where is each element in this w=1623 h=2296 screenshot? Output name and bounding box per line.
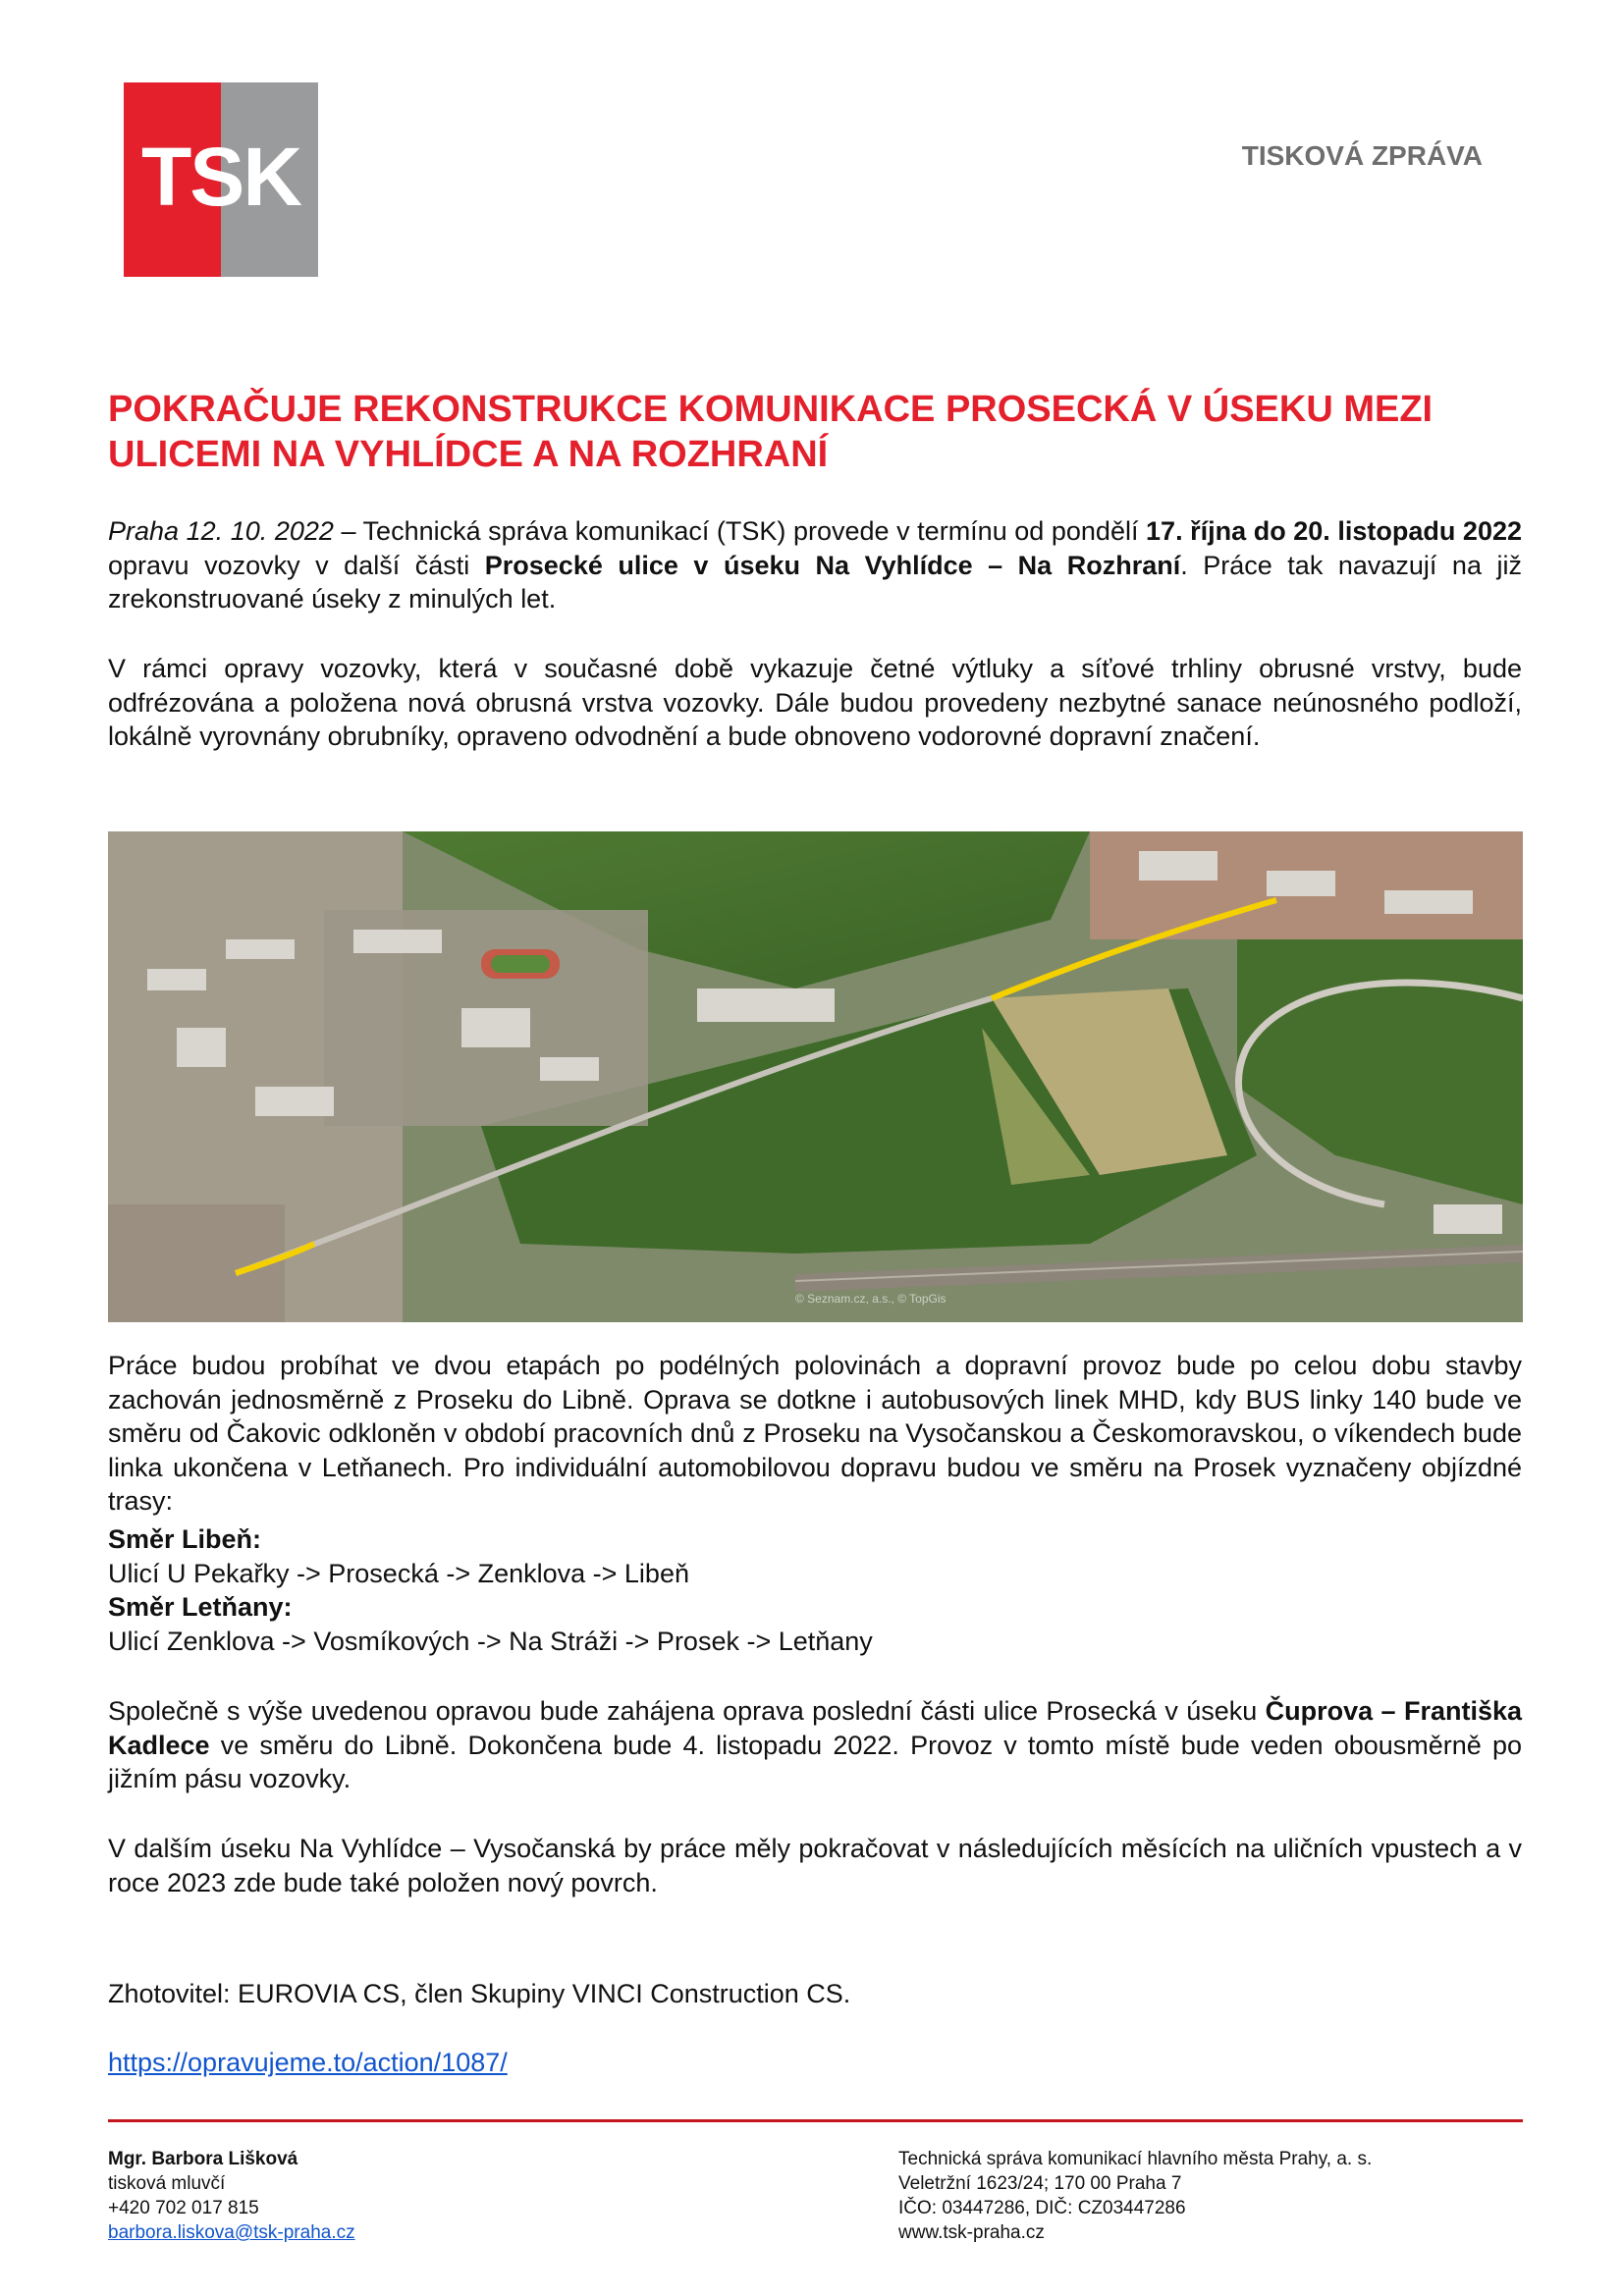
press-release-title	[108, 387, 1532, 477]
intro-dates: 17. října do 20. listopadu 2022	[1146, 516, 1523, 546]
place-date: Praha 12. 10. 2022	[108, 516, 334, 546]
company-ids: IČO: 03447286, DIČ: CZ03447286	[898, 2198, 1186, 2218]
para4-text-1: Společně s výše uvedenou opravou bude zahájena oprava poslední části ulice Prosecká v úseku	[108, 1696, 1266, 1726]
company-address: Veletržní 1623/24; 170 00 Praha 7	[898, 2173, 1182, 2194]
para4-section: Čuprova – Františka Kadlece	[108, 1696, 1522, 1760]
route-letnany: Ulicí Zenklova -> Vosmíkových -> Na Stráži -> Prosek -> Letňany	[108, 1626, 873, 1656]
detour-routes	[108, 1522, 1522, 1658]
footer-company	[898, 2147, 1372, 2245]
title-line-2: ULICEMI NA VYHLÍDCE A NA ROZHRANÍ	[108, 434, 829, 475]
para4-text-2: ve směru do Libně. Dokončena bude 4. listopadu 2022. Provoz v tomto místě bude veden obousměrně po jižním pásu vozovky.	[108, 1730, 1522, 1793]
route-heading-liben: Směr Libeň:	[108, 1524, 262, 1554]
intro-text-3: . Práce tak navazují na již zrekonstruované úseky z minulých let.	[108, 550, 1522, 614]
logo-text: TSK	[141, 131, 300, 223]
repair-description-paragraph: V rámci opravy vozovky, která v současné době vykazuje četné výtluky a síťové trhliny obrusné vrstvy, bude odfrézována a položena nová obrusná vrstva vozovky. Dále budou provedeny nezbytné sanace neúnosného podloží, lokálně vyrovnány obrubníky, opraveno odvodnění a bude obnoveno vodorovné dopravní značení.	[108, 654, 1522, 751]
next-section-paragraph: V dalším úseku Na Vyhlídce – Vysočanská by práce měly pokračovat v následujících měsících na uličních vpustech a v roce 2023 zde bude také položen nový povrch.	[108, 1834, 1522, 1897]
footer-contact	[108, 2147, 355, 2245]
intro-section: Prosecké ulice v úseku Na Vyhlídce – Na Rozhraní	[484, 550, 1181, 580]
route-liben: Ulicí U Pekařky -> Prosecká -> Zenklova -> Libeň	[108, 1558, 689, 1588]
intro-paragraph	[108, 514, 1522, 616]
company-website: www.tsk-praha.cz	[898, 2222, 1045, 2243]
contact-name: Mgr. Barbora Lišková	[108, 2149, 298, 2169]
company-name: Technická správa komunikací hlavního města Prahy, a. s.	[898, 2149, 1373, 2169]
title-line-1: POKRAČUJE REKONSTRUKCE KOMUNIKACE PROSECKÁ V ÚSEKU MEZI	[108, 389, 1434, 430]
tsk-logo	[124, 82, 318, 277]
footer-divider	[108, 2119, 1523, 2122]
document-type: TISKOVÁ ZPRÁVA	[1241, 140, 1483, 171]
map-watermark: © Seznam.cz, a.s., © TopGis	[795, 1292, 947, 1306]
route-heading-letnany: Směr Letňany:	[108, 1592, 293, 1622]
traffic-paragraph: Práce budou probíhat ve dvou etapách po podélných polovinách a dopravní provoz bude po celou dobu stavby zachován jednosměrně z Proseku do Libně. Oprava se dotkne i autobusových linek MHD, kdy BUS linky 140 bude ve směru od Čakovic odkloněn v období pracovních dnů z Proseku na Vysočanskou a Českomoravskou, o víkendech bude linka ukončena v Letňanech. Pro individuální automobilovou dopravu budou ve směru na Prosek vyznačeny objízdné trasy:	[108, 1351, 1522, 1516]
second-repair-paragraph	[108, 1694, 1522, 1796]
contact-email-link[interactable]: barbora.liskova@tsk-praha.cz	[108, 2222, 355, 2243]
opravujeme-link[interactable]: https://opravujeme.to/action/1087/	[108, 2048, 508, 2077]
contact-phone: +420 702 017 815	[108, 2198, 259, 2218]
intro-text-2: opravu vozovky v další části	[108, 550, 485, 580]
aerial-map-image	[108, 831, 1523, 1322]
intro-text-1: – Technická správa komunikací (TSK) provede v termínu od pondělí	[333, 516, 1147, 546]
contractor-line: Zhotovitel: EUROVIA CS, člen Skupiny VINCI Construction CS.	[108, 1979, 851, 2008]
contact-role: tisková mluvčí	[108, 2173, 226, 2194]
